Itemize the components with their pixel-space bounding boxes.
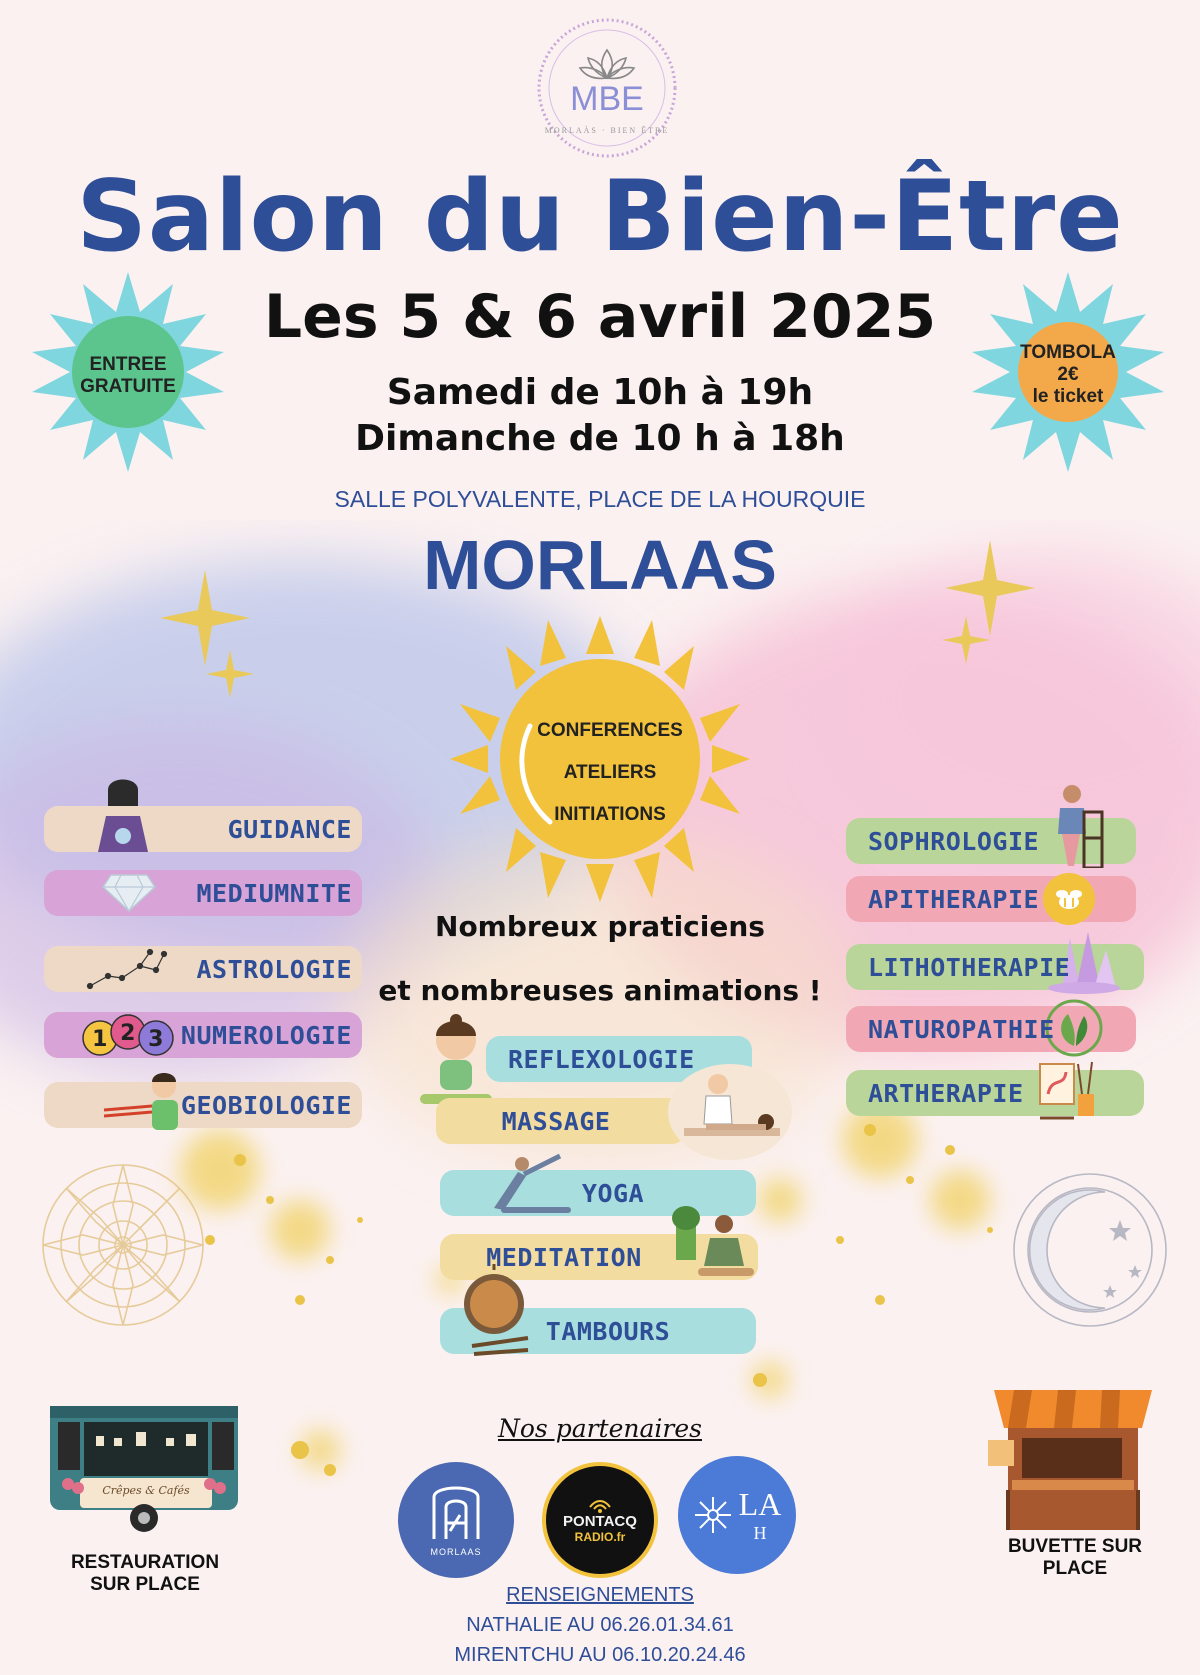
activity-astrologie [44, 946, 362, 992]
sun-line3: INITIATIONS [554, 804, 666, 825]
activity-label: MASSAGE [501, 1106, 611, 1136]
tagline-line1: Nombreux praticiens [435, 910, 765, 943]
activity-sophrologie [846, 818, 1136, 864]
activity-label: GEOBIOLOGIE [180, 1090, 352, 1120]
bar-line1: BUVETTE SUR [1007, 1536, 1143, 1557]
tagline-line2: et nombreuses animations ! [378, 974, 822, 1007]
partners-heading: Nos partenaires [498, 1414, 702, 1443]
info-heading: RENSEIGNEMENTS [506, 1584, 694, 1606]
partner-name: MORLAAS [430, 1547, 482, 1557]
yoga-pose-icon [464, 1152, 574, 1218]
bee-icon [1042, 872, 1096, 926]
partner-la-h[interactable] [678, 1456, 796, 1574]
activity-label: ASTROLOGIE [196, 954, 352, 984]
activity-label: ARTHERAPIE [868, 1078, 1024, 1108]
food-line2: SUR PLACE [90, 1574, 200, 1595]
dowsing-child-icon [94, 1070, 194, 1134]
activity-guidance [44, 806, 362, 852]
bar-label [980, 1536, 1170, 1580]
partner-sub: RADIO.fr [574, 1529, 626, 1544]
partner-pontacq[interactable] [542, 1462, 658, 1578]
numbers-icon [80, 1010, 180, 1060]
activity-label: LITHOTHERAPIE [868, 952, 1071, 982]
mandala-left-icon [38, 1160, 208, 1330]
activity-mediumnite [44, 870, 362, 916]
tombola-line1: TOMBOLA [1020, 342, 1116, 363]
drum-icon [462, 1264, 532, 1360]
constellation-icon [84, 946, 174, 992]
meditation-icon [662, 1200, 762, 1286]
saturday-hours: Samedi de 10h à 19h [386, 372, 814, 413]
massage-icon [666, 1062, 794, 1162]
activity-label: REFLEXOLOGIE [508, 1044, 695, 1074]
activity-artherapie [846, 1070, 1144, 1116]
activity-tambours [440, 1308, 756, 1354]
baby-feet-icon [416, 1014, 496, 1106]
radio-icon [588, 1497, 612, 1513]
sun-text [500, 710, 720, 836]
activity-label: MEDIUMNITE [196, 878, 352, 908]
svg-text:3: 3 [148, 1027, 164, 1052]
activity-label: GUIDANCE [227, 814, 352, 844]
sun-line1: CONFERENCES [537, 720, 683, 741]
mbe-logo [522, 14, 692, 162]
food-line1: RESTAURATION [70, 1552, 220, 1573]
paint-brush-icon [1034, 1058, 1114, 1124]
bar-line2: PLACE [1042, 1558, 1108, 1579]
city: MORLAAS [423, 526, 777, 604]
event-date: Les 5 & 6 avril 2025 [263, 282, 937, 352]
activity-naturopathie [846, 1006, 1136, 1052]
activity-label: NATUROPATHIE [868, 1014, 1055, 1044]
morlaas-emblem-icon [426, 1483, 486, 1543]
sunday-hours: Dimanche de 10 h à 18h [355, 418, 845, 459]
venue: SALLE POLYVALENTE, PLACE DE LA HOURQUIE [334, 486, 866, 512]
entry-line2: GRATUITE [80, 376, 176, 397]
activity-label: TAMBOURS [545, 1316, 671, 1346]
activity-label: APITHERAPIE [868, 884, 1040, 914]
partner-name: LA [738, 1486, 782, 1522]
activity-label: NUMEROLOGIE [180, 1020, 352, 1050]
logo-ring-text: MORLAÀS · BIEN ÊTRE [544, 126, 670, 135]
activity-lithotherapie [846, 944, 1144, 990]
sun-line2: ATELIERS [563, 762, 657, 783]
partner-name: PONTACQ [563, 1512, 637, 1530]
tombola-line2: 2€ [1057, 364, 1079, 385]
event-title: Salon du Bien-Être [76, 160, 1124, 274]
entry-line1: ENTREE [89, 354, 167, 375]
logo-text: MBE [570, 80, 644, 118]
activity-apitherapie [846, 876, 1136, 922]
firework-icon [693, 1495, 733, 1535]
activity-massage [436, 1098, 686, 1144]
truck-text: Crêpes & Cafés [102, 1484, 190, 1497]
activity-geobiologie [44, 1082, 362, 1128]
activity-label: MEDITATION [486, 1242, 642, 1272]
bar-stall-icon [988, 1376, 1158, 1536]
person-chair-icon [1050, 782, 1110, 868]
activity-numerologie [44, 1012, 362, 1058]
partner-morlaas[interactable] [398, 1462, 514, 1578]
activity-label: YOGA [581, 1178, 645, 1208]
lotus-icon [580, 50, 634, 78]
diamond-icon [94, 870, 164, 916]
contact-nathalie: NATHALIE AU 06.26.01.34.61 [466, 1614, 734, 1636]
tombola-line3: le ticket [1032, 386, 1104, 407]
moon-mandala-icon [1010, 1170, 1170, 1330]
contact-mirentchu: MIRENTCHU AU 06.10.20.24.46 [454, 1644, 746, 1666]
svg-text:2: 2 [120, 1021, 136, 1046]
svg-text:1: 1 [92, 1027, 108, 1052]
activity-label: SOPHROLOGIE [868, 826, 1040, 856]
partner-sub: H [753, 1523, 767, 1543]
fortune-teller-icon [88, 776, 158, 852]
